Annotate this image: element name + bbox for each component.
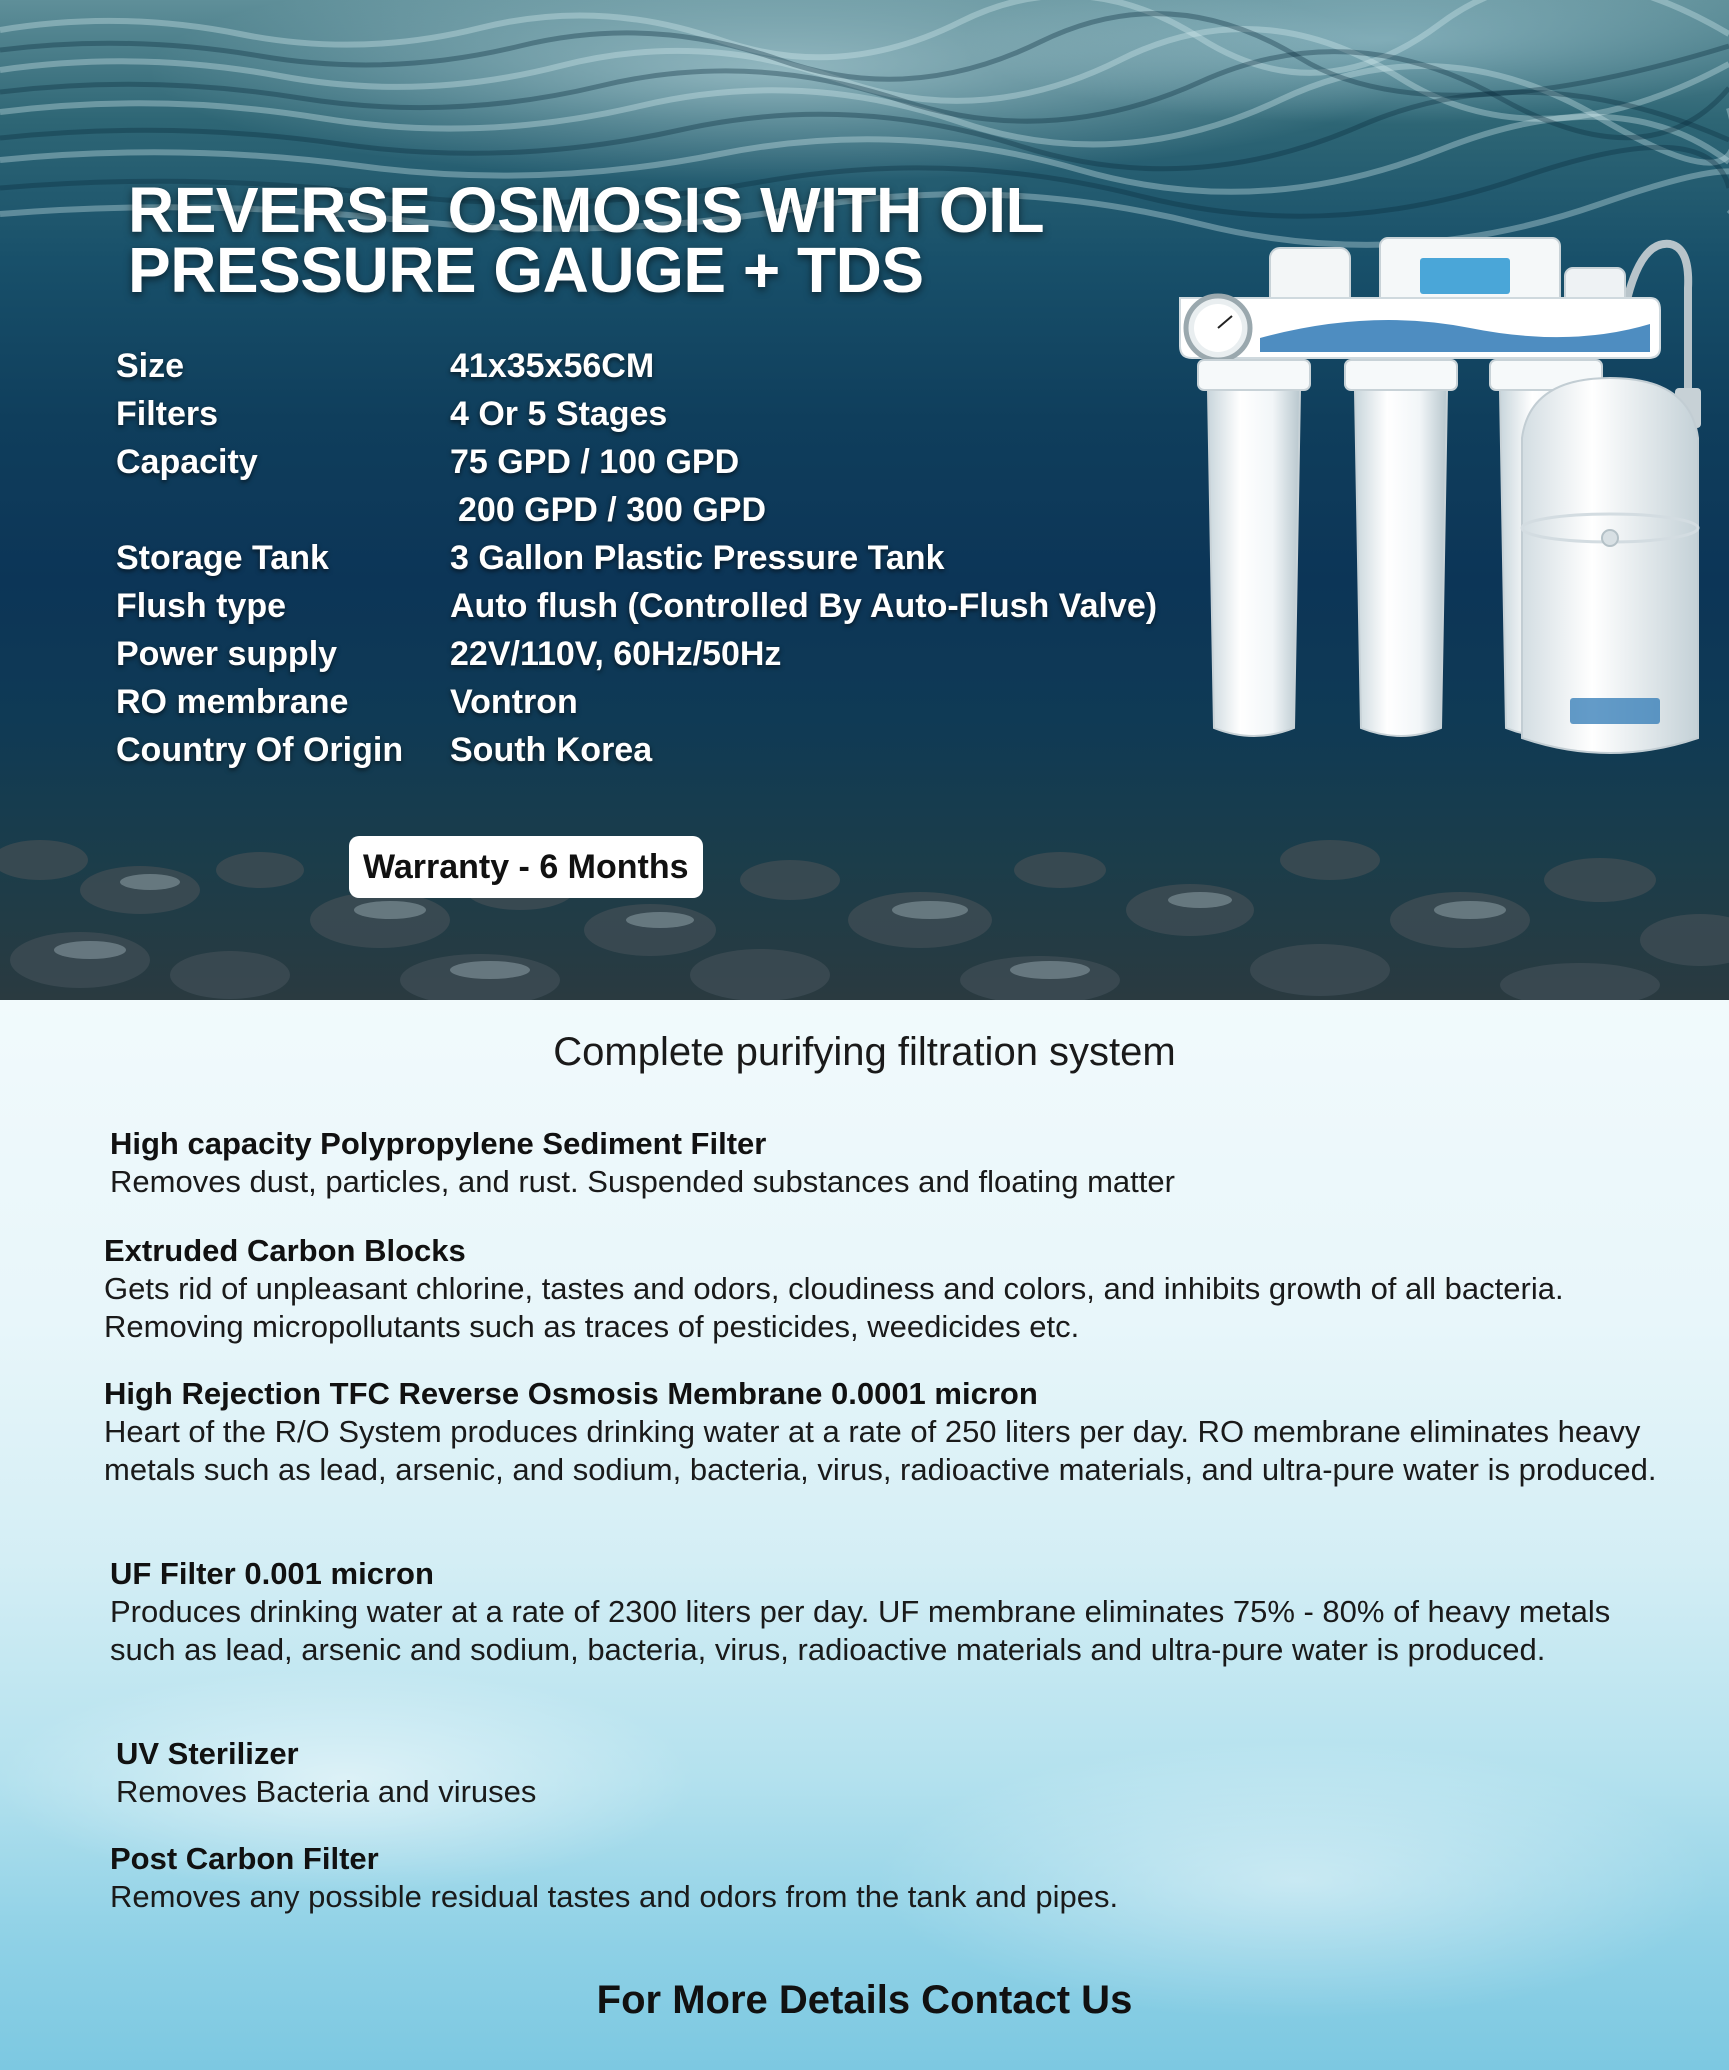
spec-value: 41x35x56CM bbox=[450, 346, 655, 385]
title-line-1: REVERSE OSMOSIS WITH OIL bbox=[128, 174, 1045, 246]
feature-sediment-filter bbox=[110, 1125, 1670, 1201]
spec-row-filters bbox=[116, 390, 1216, 438]
contact-call-to-action: For More Details Contact Us bbox=[596, 1978, 1133, 2022]
spec-value: 4 Or 5 Stages bbox=[450, 394, 668, 433]
spec-label: RO membrane bbox=[116, 682, 349, 721]
feature-uv-sterilizer bbox=[116, 1735, 1676, 1811]
feature-description: Removes Bacteria and viruses bbox=[116, 1774, 537, 1809]
spec-label: Country Of Origin bbox=[116, 730, 404, 769]
spec-value: Auto flush (Controlled By Auto-Flush Valve) bbox=[450, 586, 1158, 625]
section-title: Complete purifying filtration system bbox=[553, 1030, 1176, 1074]
spec-label: Storage Tank bbox=[116, 538, 329, 577]
feature-title: UF Filter 0.001 micron bbox=[110, 1556, 434, 1591]
spec-value: 200 GPD / 300 GPD bbox=[458, 490, 767, 529]
feature-description: Gets rid of unpleasant chlorine, tastes and odors, cloudiness and colors, and inhibits growth of all bacteria. Removing micropollutants such as traces of pesticides, weedicides etc. bbox=[104, 1271, 1564, 1344]
feature-title: High capacity Polypropylene Sediment Filter bbox=[110, 1126, 767, 1161]
spec-table bbox=[116, 342, 1216, 774]
features-section bbox=[0, 1000, 1729, 2070]
feature-post-carbon-filter bbox=[110, 1840, 1670, 1916]
feature-title: UV Sterilizer bbox=[116, 1736, 299, 1771]
feature-description: Removes any possible residual tastes and odors from the tank and pipes. bbox=[110, 1879, 1119, 1914]
spec-row-capacity bbox=[116, 438, 1216, 486]
spec-value: 3 Gallon Plastic Pressure Tank bbox=[450, 538, 945, 577]
spec-row-capacity-continued bbox=[116, 486, 1216, 534]
spec-row-power-supply bbox=[116, 630, 1216, 678]
feature-description: Produces drinking water at a rate of 2300 liters per day. UF membrane eliminates 75% - 80% of heavy metals such as lead, arsenic and sodium, bacteria, virus, radioactive materials and ultra-pure water is produced. bbox=[110, 1594, 1611, 1667]
feature-title: Extruded Carbon Blocks bbox=[104, 1233, 466, 1268]
hero-banner bbox=[0, 0, 1729, 1000]
spec-value: 22V/110V, 60Hz/50Hz bbox=[450, 634, 782, 673]
title-line-2: PRESSURE GAUGE + TDS bbox=[128, 234, 924, 306]
filter-housing-2 bbox=[1345, 360, 1457, 736]
spec-row-flush-type bbox=[116, 582, 1216, 630]
product-title bbox=[128, 174, 1128, 306]
ro-purifier-image bbox=[1170, 228, 1710, 788]
spec-label: Filters bbox=[116, 394, 219, 433]
feature-ro-membrane bbox=[104, 1375, 1664, 1489]
spec-label: Power supply bbox=[116, 634, 338, 673]
feature-description: Removes dust, particles, and rust. Suspended substances and floating matter bbox=[110, 1164, 1175, 1199]
spec-row-country-of-origin bbox=[116, 726, 1216, 774]
spec-label: Flush type bbox=[116, 586, 287, 625]
warranty-badge: Warranty - 6 Months bbox=[349, 836, 703, 898]
feature-title: Post Carbon Filter bbox=[110, 1841, 379, 1876]
feature-title: High Rejection TFC Reverse Osmosis Membrane 0.0001 micron bbox=[104, 1376, 1038, 1411]
feature-uf-filter bbox=[110, 1555, 1670, 1669]
pressure-tank bbox=[1522, 378, 1698, 753]
feature-description: Heart of the R/O System produces drinking water at a rate of 250 liters per day. RO membrane eliminates heavy metals such as lead, arsenic, and sodium, bacteria, virus, radioactive materials, and ultra-pure water is produced. bbox=[104, 1414, 1657, 1487]
riverbed-rocks bbox=[0, 800, 1729, 1000]
spec-value: South Korea bbox=[450, 730, 653, 769]
spec-value: 75 GPD / 100 GPD bbox=[450, 442, 740, 481]
spec-label: Size bbox=[116, 346, 185, 385]
spec-row-size bbox=[116, 342, 1216, 390]
filter-housing-1 bbox=[1198, 360, 1310, 736]
feature-carbon-blocks bbox=[104, 1232, 1664, 1346]
spec-label: Capacity bbox=[116, 442, 258, 481]
spec-row-ro-membrane bbox=[116, 678, 1216, 726]
spec-row-storage-tank bbox=[116, 534, 1216, 582]
spec-value: Vontron bbox=[450, 682, 578, 721]
